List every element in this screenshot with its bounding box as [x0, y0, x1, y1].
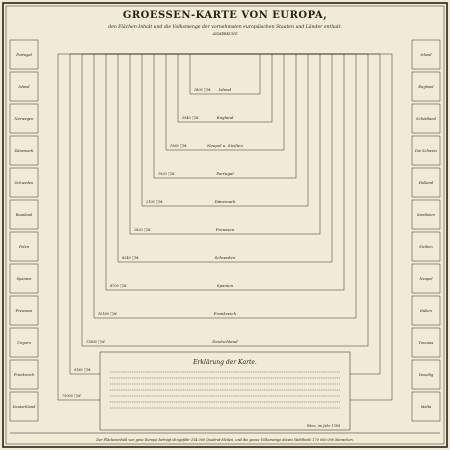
country-area-label: 2820 □M.	[134, 228, 152, 232]
country-area-label: 1960 □M.	[170, 144, 188, 148]
country-label: Dänemark	[214, 199, 236, 204]
country-label: Spanien	[216, 283, 234, 288]
left-column-label: Deutschland	[12, 405, 36, 409]
left-column-label: Schweden	[14, 181, 34, 185]
left-column-label: Portugal	[16, 53, 32, 57]
country-label: Frankreich	[213, 311, 237, 316]
country-area-label: 75000 □M.	[62, 394, 82, 398]
left-column-label: Frankreich	[13, 373, 35, 377]
right-column-label: England	[418, 85, 434, 89]
country-label: Portugal	[216, 171, 234, 176]
left-column-label: Island	[18, 85, 30, 89]
country-label: Deutschland	[212, 339, 238, 344]
left-column-label: Russland	[15, 213, 33, 217]
map-subtitle: den Flächen-Inhalt und die Volksmenge der vornehmsten europäischen Staaten und Länder enthalt.	[108, 25, 342, 30]
right-column-label: Toscana	[418, 341, 434, 345]
country-area-label: 1800 □M.	[194, 88, 212, 92]
left-column-label: Preussen	[15, 309, 33, 313]
explanation-title: Erklärung der Karte.	[193, 359, 257, 366]
signature: Wien, im Jahr 1789	[306, 424, 340, 428]
country-label: England	[216, 115, 234, 120]
left-column-label: Dänemark	[14, 149, 34, 153]
country-label: Neapel u. Sicilien	[207, 143, 243, 148]
country-area-label: 2100 □M.	[146, 200, 164, 204]
country-label: Preussen	[215, 227, 235, 232]
country-area-label: 8240 □M.	[122, 256, 140, 260]
right-column-label: Die Schweiz	[414, 149, 438, 153]
right-column-label: Italien	[420, 309, 432, 313]
right-column-label: Irland	[420, 53, 432, 57]
right-column-label: Neapel	[419, 277, 433, 281]
right-column-label: Sicilien	[419, 245, 433, 249]
left-column-label: Spanien	[16, 277, 32, 281]
country-label: Island	[218, 87, 232, 92]
subtitle-note: ANMERKUNG	[212, 32, 238, 36]
right-column-label: Holland	[418, 181, 434, 185]
map-title: GROESSEN-KARTE VON EUROPA,	[122, 10, 328, 21]
left-column-label: Ungarn	[17, 341, 31, 345]
country-area-label: 8700 □M.	[110, 284, 128, 288]
country-area-label: 11800 □M.	[86, 340, 106, 344]
country-label: Schweden	[214, 255, 236, 260]
left-column-label: Polen	[18, 245, 30, 249]
country-area-label: 3940 □M.	[182, 116, 200, 120]
right-column-label: Sardinien	[417, 213, 435, 217]
right-column-label: Schottland	[416, 117, 436, 121]
footer-note: Der Flächeninhalt von ganz Europa beträgt ohngefähr 154 000 Quadrat-Meilen, und die ganze Volksmenge dieses Welttheils 170 000 000 Menschen.	[96, 438, 354, 442]
right-column-label: Venedig	[418, 373, 434, 377]
country-area-label: 1920 □M.	[158, 172, 176, 176]
country-area-label: 9180 □M.	[74, 368, 92, 372]
right-column-label: Malta	[420, 405, 432, 409]
left-column-label: Norwegen	[14, 117, 34, 121]
country-area-label: 10160 □M.	[98, 312, 118, 316]
